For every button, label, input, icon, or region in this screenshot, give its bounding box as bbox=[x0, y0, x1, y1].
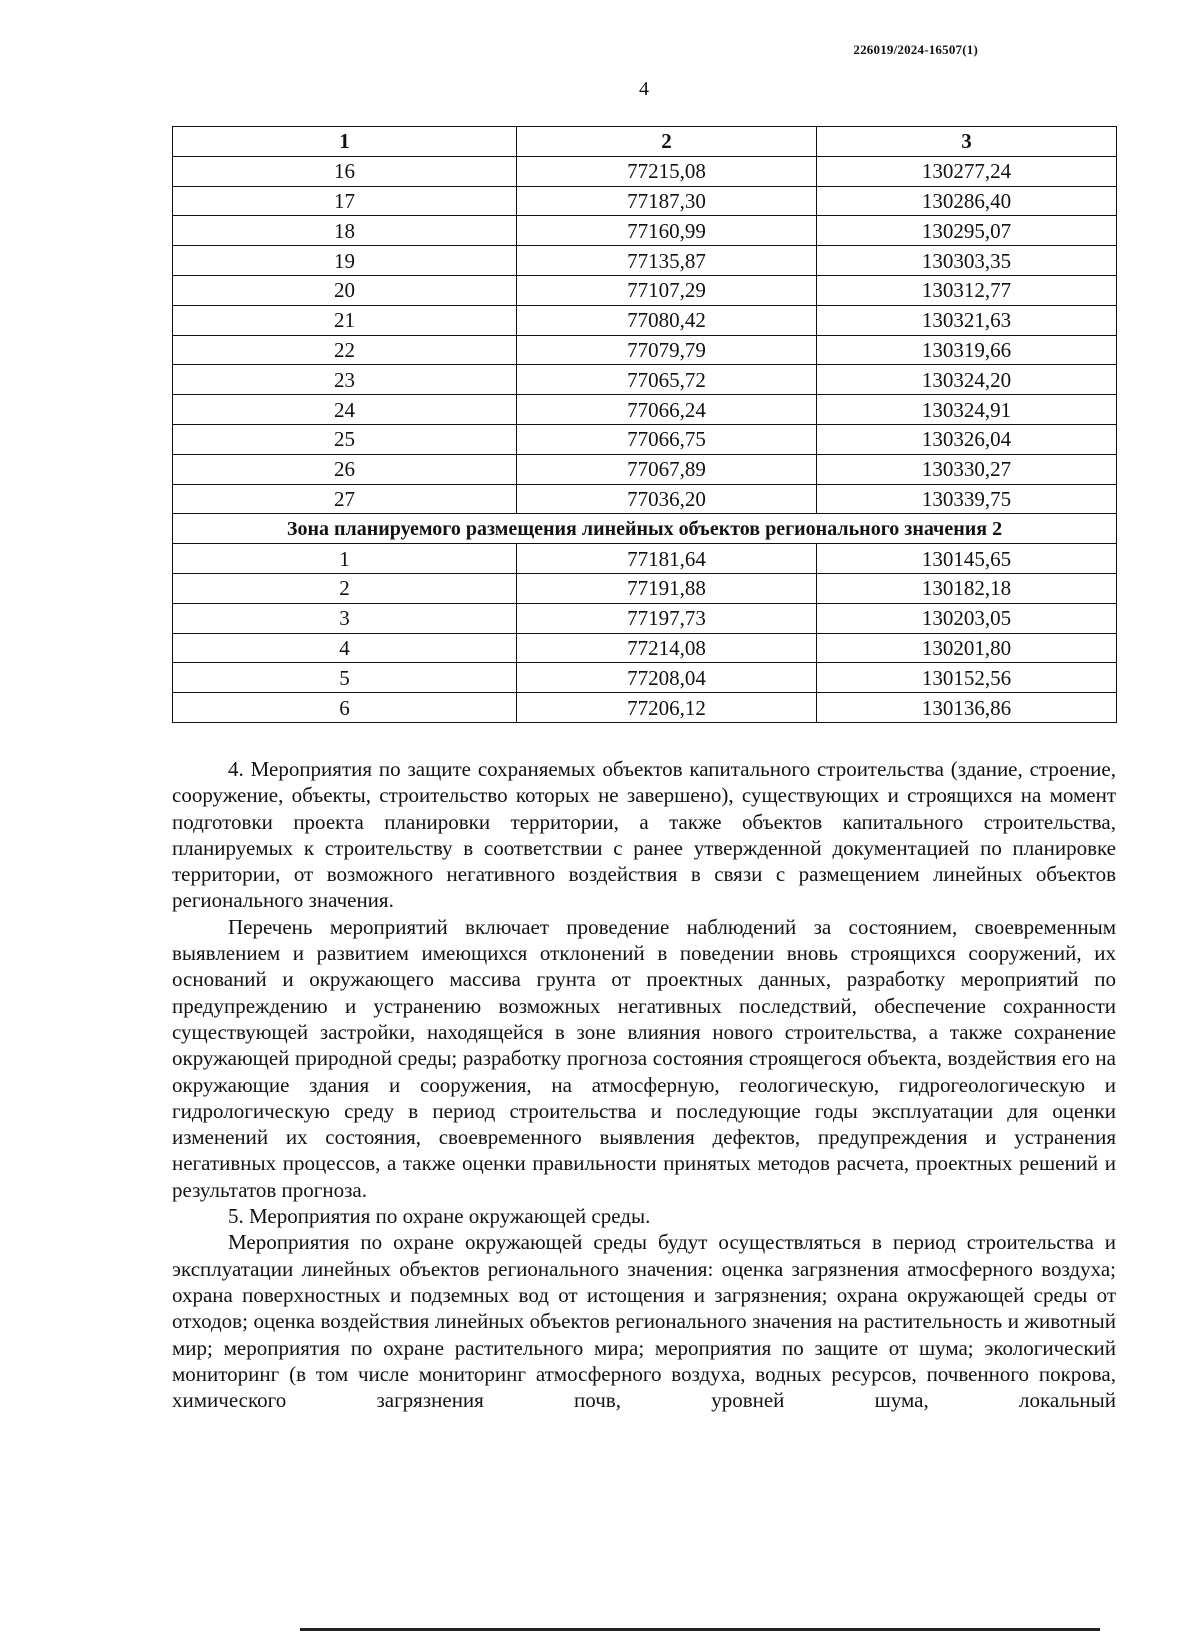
x-coordinate: 77079,79 bbox=[517, 335, 817, 365]
point-number: 5 bbox=[173, 663, 517, 693]
zone-title-row bbox=[173, 514, 1117, 544]
y-coordinate: 130152,56 bbox=[817, 663, 1117, 693]
y-coordinate: 130201,80 bbox=[817, 633, 1117, 663]
point-number: 16 bbox=[173, 156, 517, 186]
x-coordinate: 77215,08 bbox=[517, 156, 817, 186]
point-number: 17 bbox=[173, 186, 517, 216]
point-number: 6 bbox=[173, 693, 517, 723]
point-number: 18 bbox=[173, 216, 517, 246]
y-coordinate: 130326,04 bbox=[817, 424, 1117, 454]
paragraph-measures-list: Перечень мероприятий включает проведение наблюдений за состоянием, своевременным выявлением и развитием имеющихся отклонений в поведении вновь строящихся сооружений, их оснований и окружающего массива грунта от проектных данных, разработку мероприятий по предупреждению и устранению возможных негативных последствий, обеспечение сохранности существующей застройки, находящейся в зоне влияния нового строительства, а также сохранение окружающей природной среды; разработку прогноза состояния строящегося объекта, воздействия его на окружающие здания и сооружения, на атмосферную, геологическую, гидрогеологическую и гидрологическую среду в период строительства и последующие годы эксплуатации для оценки изменений их состояния, своевременного выявления дефектов, предупреждения и устранения негативных процессов, а также оценки правильности принятых методов расчета, проектных решений и результатов прогноза. bbox=[172, 914, 1116, 1202]
column-header-y: 3 bbox=[817, 127, 1117, 157]
y-coordinate: 130324,91 bbox=[817, 395, 1117, 425]
table-row bbox=[173, 424, 1117, 454]
table-row bbox=[173, 544, 1117, 574]
x-coordinate: 77135,87 bbox=[517, 246, 817, 276]
table-row bbox=[173, 573, 1117, 603]
paragraph-environment-measures: Мероприятия по охране окружающей среды будут осуществляться в период строительства и эксплуатации линейных объектов регионального значения: оценка загрязнения атмосферного воздуха; охрана поверхностных и подземных вод от истощения и загрязнения; охрана окружающей среды от отходов; оценка воздействия линейных объектов регионального значения на растительность и животный мир; мероприятия по охране растительного мира; мероприятия по защите от шума; экологический мониторинг (в том числе мониторинг атмосферного воздуха, водных ресурсов, почвенного покрова, химического загрязнения почв, уровней шума, локальный bbox=[172, 1230, 1116, 1413]
table-row bbox=[173, 275, 1117, 305]
point-number: 26 bbox=[173, 454, 517, 484]
point-number: 25 bbox=[173, 424, 517, 454]
y-coordinate: 130182,18 bbox=[817, 573, 1117, 603]
point-number: 1 bbox=[173, 544, 517, 574]
x-coordinate: 77206,12 bbox=[517, 693, 817, 723]
table-row bbox=[173, 633, 1117, 663]
table-header-row bbox=[173, 127, 1117, 157]
column-header-x: 2 bbox=[517, 127, 817, 157]
page-number: 4 bbox=[639, 78, 649, 100]
x-coordinate: 77107,29 bbox=[517, 275, 817, 305]
y-coordinate: 130319,66 bbox=[817, 335, 1117, 365]
x-coordinate: 77080,42 bbox=[517, 305, 817, 335]
x-coordinate: 77066,75 bbox=[517, 424, 817, 454]
table-row bbox=[173, 395, 1117, 425]
table-row bbox=[173, 216, 1117, 246]
y-coordinate: 130145,65 bbox=[817, 544, 1117, 574]
table-row bbox=[173, 186, 1117, 216]
point-number: 4 bbox=[173, 633, 517, 663]
x-coordinate: 77208,04 bbox=[517, 663, 817, 693]
table-row bbox=[173, 693, 1117, 723]
y-coordinate: 130321,63 bbox=[817, 305, 1117, 335]
x-coordinate: 77181,64 bbox=[517, 544, 817, 574]
x-coordinate: 77065,72 bbox=[517, 365, 817, 395]
table-row bbox=[173, 335, 1117, 365]
y-coordinate: 130203,05 bbox=[817, 603, 1117, 633]
x-coordinate: 77066,24 bbox=[517, 395, 817, 425]
coordinates-table bbox=[172, 126, 1117, 723]
y-coordinate: 130286,40 bbox=[817, 186, 1117, 216]
table-row bbox=[173, 156, 1117, 186]
x-coordinate: 77187,30 bbox=[517, 186, 817, 216]
table-row bbox=[173, 454, 1117, 484]
x-coordinate: 77214,08 bbox=[517, 633, 817, 663]
body-text bbox=[172, 756, 1116, 1413]
y-coordinate: 130303,35 bbox=[817, 246, 1117, 276]
x-coordinate: 77160,99 bbox=[517, 216, 817, 246]
x-coordinate: 77197,73 bbox=[517, 603, 817, 633]
point-number: 3 bbox=[173, 603, 517, 633]
point-number: 24 bbox=[173, 395, 517, 425]
point-number: 20 bbox=[173, 275, 517, 305]
point-number: 19 bbox=[173, 246, 517, 276]
paragraph-section-4-title: 4. Мероприятия по защите сохраняемых объектов капитального строительства (здание, строение, сооружение, объекты, строительство которых не завершено), существующих и строящихся на момент подготовки проекта планировки территории, а также объектов капитального строительства, планируемых к строительству в соответствии с ранее утвержденной документацией по планировке территории, от возможного негативного воздействия в связи с размещением линейных объектов регионального значения. bbox=[172, 757, 1116, 913]
column-header-point: 1 bbox=[173, 127, 517, 157]
x-coordinate: 77036,20 bbox=[517, 484, 817, 514]
point-number: 22 bbox=[173, 335, 517, 365]
point-number: 2 bbox=[173, 573, 517, 603]
table-row bbox=[173, 484, 1117, 514]
paragraph-section-5-title: 5. Мероприятия по охране окружающей среды. bbox=[228, 1204, 651, 1229]
table-row bbox=[173, 305, 1117, 335]
y-coordinate: 130312,77 bbox=[817, 275, 1117, 305]
y-coordinate: 130295,07 bbox=[817, 216, 1117, 246]
y-coordinate: 130324,20 bbox=[817, 365, 1117, 395]
point-number: 27 bbox=[173, 484, 517, 514]
table-row bbox=[173, 365, 1117, 395]
table-row bbox=[173, 663, 1117, 693]
scan-bottom-edge-line bbox=[300, 1628, 1100, 1631]
y-coordinate: 130136,86 bbox=[817, 693, 1117, 723]
x-coordinate: 77191,88 bbox=[517, 573, 817, 603]
x-coordinate: 77067,89 bbox=[517, 454, 817, 484]
table-row bbox=[173, 603, 1117, 633]
y-coordinate: 130330,27 bbox=[817, 454, 1117, 484]
zone-2-title: Зона планируемого размещения линейных объектов регионального значения 2 bbox=[173, 514, 1117, 544]
table-row bbox=[173, 246, 1117, 276]
document-registration-number: 226019/2024-16507(1) bbox=[853, 42, 978, 57]
y-coordinate: 130339,75 bbox=[817, 484, 1117, 514]
y-coordinate: 130277,24 bbox=[817, 156, 1117, 186]
point-number: 21 bbox=[173, 305, 517, 335]
point-number: 23 bbox=[173, 365, 517, 395]
